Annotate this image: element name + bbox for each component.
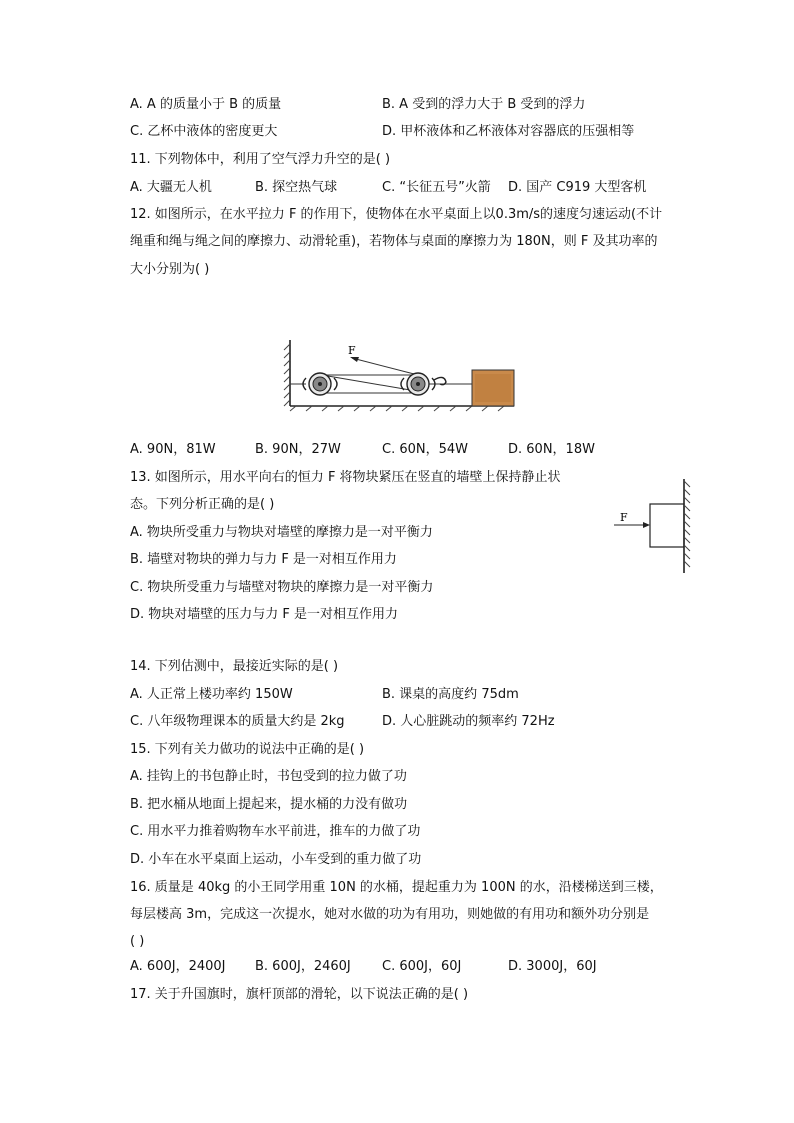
q14-option-a: A. 人正常上楼功率约 150W	[130, 687, 293, 702]
q15-option-c: C. 用水平力推着购物车水平前进，推车的力做了功	[130, 824, 421, 839]
q10-option-d: D. 甲杯液体和乙杯液体对容器底的压强相等	[382, 124, 635, 139]
block	[650, 504, 684, 547]
q14-stem: 14. 下列估测中，最接近实际的是( )	[130, 659, 339, 674]
q16-stem-line3: ( )	[130, 934, 145, 949]
q17-stem: 17. 关于升国旗时，旗杆顶部的滑轮，以下说法正确的是( )	[130, 987, 469, 1002]
q12-stem-line1: 12. 如图所示，在水平拉力 F 的作用下，使物体在水平桌面上以0.3m/s的速度匀速运动(不计	[130, 207, 663, 222]
force-label: F	[348, 344, 356, 357]
q15-stem: 15. 下列有关力做功的说法中正确的是( )	[130, 742, 365, 757]
q10-option-a: A. A 的质量小于 B 的质量	[130, 97, 282, 112]
q16-stem-line2: 每层楼高 3m，完成这一次提水，她对水做的功为有用功，则她做的有用功和额外功分别是	[130, 907, 650, 922]
q11-stem: 11. 下列物体中，利用了空气浮力升空的是( )	[130, 152, 391, 167]
q11-option-c: C. “长征五号”火箭	[382, 180, 491, 195]
q15-option-b: B. 把水桶从地面上提起来，提水桶的力没有做功	[130, 797, 408, 812]
q10-option-b: B. A 受到的浮力大于 B 受到的浮力	[382, 97, 586, 112]
q11-option-a: A. 大疆无人机	[130, 180, 212, 195]
q12-option-a: A. 90N，81W	[130, 442, 216, 457]
q16-option-b: B. 600J，2460J	[255, 959, 351, 974]
q15-option-d: D. 小车在水平桌面上运动，小车受到的重力做了功	[130, 852, 422, 867]
q13-option-b: B. 墙壁对物块的弹力与力 F 是一对相互作用力	[130, 552, 397, 567]
q12-stem-line3: 大小分别为( )	[130, 262, 210, 277]
q12-stem-line2: 绳重和绳与绳之间的摩擦力、动滑轮重)，若物体与桌面的摩擦力为 180N，则 F 及其功率的	[130, 234, 658, 249]
q15-option-a: A. 挂钩上的书包静止时，书包受到的拉力做了功	[130, 769, 407, 784]
q12-option-b: B. 90N，27W	[255, 442, 341, 457]
q13-option-d: D. 物块对墙壁的压力与力 F 是一对相互作用力	[130, 607, 399, 622]
q10-option-c: C. 乙杯中液体的密度更大	[130, 124, 278, 139]
q16-option-a: A. 600J，2400J	[130, 959, 226, 974]
q16-stem-line1: 16. 质量是 40kg 的小王同学用重 10N 的水桶，提起重力为 100N 的水，沿楼梯送到三楼，	[130, 880, 663, 895]
q11-option-d: D. 国产 C919 大型客机	[508, 180, 647, 195]
q16-option-c: C. 600J，60J	[382, 959, 462, 974]
q16-option-d: D. 3000J，60J	[508, 959, 597, 974]
q12-option-c: C. 60N，54W	[382, 442, 469, 457]
force-arrow-line	[352, 358, 418, 375]
q13-option-a: A. 物块所受重力与物块对墙壁的摩擦力是一对平衡力	[130, 525, 433, 540]
q11-option-b: B. 探空热气球	[255, 180, 338, 195]
q14-option-d: D. 人心脏跳动的频率约 72Hz	[382, 714, 555, 729]
q14-option-b: B. 课桌的高度约 75dm	[382, 687, 519, 702]
force-arrow-head	[643, 522, 650, 528]
q13-stem-line2: 态。下列分析正确的是( )	[130, 497, 275, 512]
force-label: F	[620, 511, 628, 524]
q12-option-d: D. 60N，18W	[508, 442, 595, 457]
q14-option-c: C. 八年级物理课本的质量大约是 2kg	[130, 714, 345, 729]
force-arrow-head	[350, 357, 359, 362]
q12-pulley-figure	[282, 338, 518, 412]
q13-wall-figure	[612, 477, 696, 575]
q13-option-c: C. 物块所受重力与墙壁对物块的摩擦力是一对平衡力	[130, 580, 434, 595]
q13-stem-line1: 13. 如图所示，用水平向右的恒力 F 将物块紧压在竖直的墙壁上保持静止状	[130, 470, 561, 485]
